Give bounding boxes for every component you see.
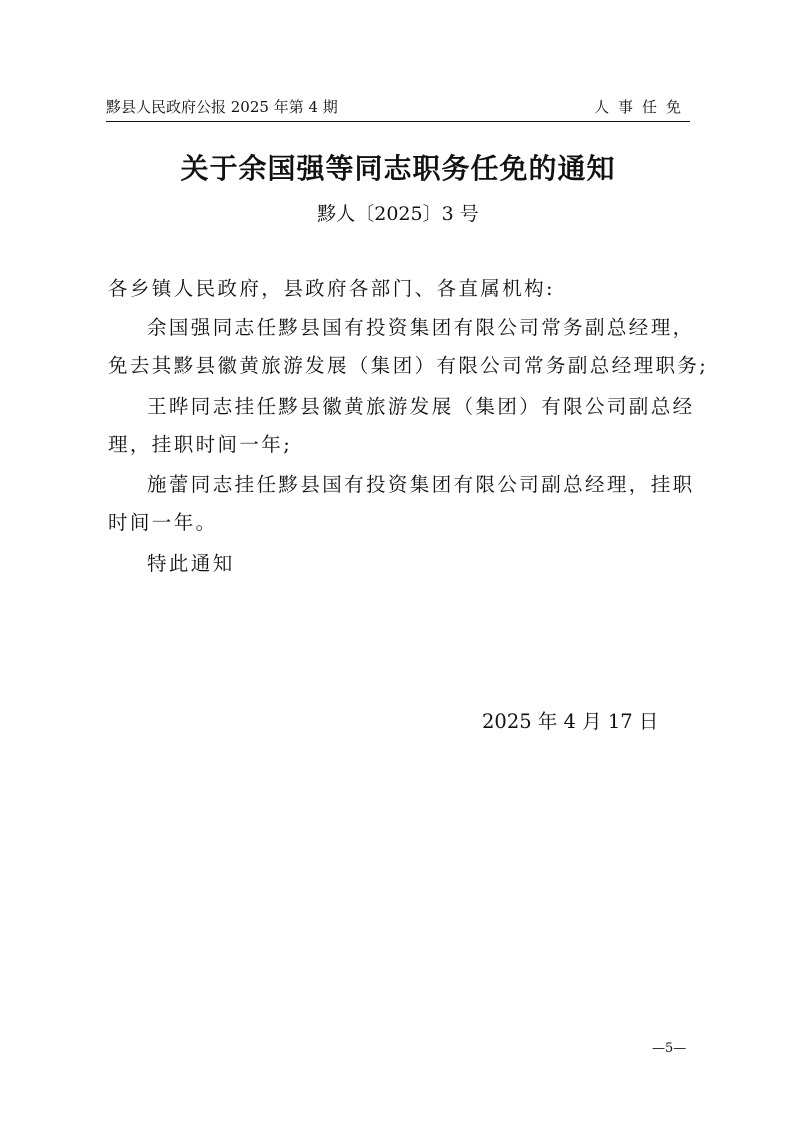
- paragraph-line: 施蕾同志挂任黟县国有投资集团有限公司副总经理，挂职: [147, 473, 695, 496]
- paragraph-appointment-3: [108, 466, 695, 542]
- salutation: 各乡镇人民政府，县政府各部门、各直属机构:: [108, 277, 555, 300]
- issue-date: 2025 年 4 月 17 日: [482, 710, 659, 733]
- closing-text: 特此通知: [147, 552, 235, 575]
- paragraph-line: 余国强同志任黟县国有投资集团有限公司常务副总经理，: [147, 316, 695, 339]
- paragraph-line: 时间一年。: [108, 511, 218, 534]
- gazette-issue-label: 黟县人民政府公报 2025 年第 4 期: [106, 98, 338, 116]
- paragraph-appointment-2: [108, 388, 695, 464]
- paragraph-line: 免去其黟县徽黄旅游发展（集团）有限公司常务副总经理职务;: [108, 354, 709, 377]
- paragraph-appointment-1: [108, 309, 709, 385]
- paragraph-line: 王晔同志挂任黟县徽黄旅游发展（集团）有限公司副总经: [147, 395, 695, 418]
- section-label: 人事任免: [593, 98, 690, 116]
- document-number: 黟人〔2025〕3 号: [317, 203, 479, 225]
- page-header: [106, 94, 690, 118]
- document-title: 关于余国强等同志职务任免的通知: [180, 152, 616, 185]
- paragraph-line: 理，挂职时间一年;: [108, 433, 293, 456]
- header-divider: [106, 121, 690, 122]
- closing-remark: [108, 545, 692, 583]
- page-number: —5—: [652, 1041, 687, 1056]
